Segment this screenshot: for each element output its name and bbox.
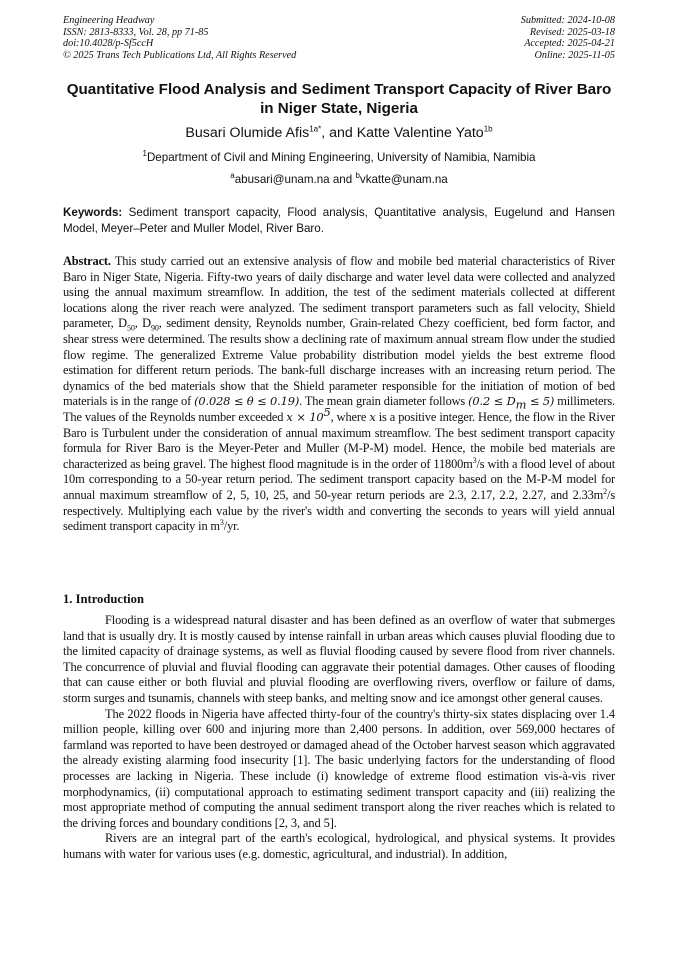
abstract-text: millimeters. The values of the Reynolds number exceeded xyxy=(63,394,615,424)
copyright-line: © 2025 Trans Tech Publications Ltd, All Rights Reserved xyxy=(63,49,297,61)
email-b-superscript: b xyxy=(355,171,360,181)
issn-volume: ISSN: 2813-8333, Vol. 28, pp 71-85 xyxy=(63,26,209,38)
email-and: and xyxy=(329,173,356,186)
abstract-text: /s with a flood level of about 10m corresponding to a 50-year return period. The sediment transport capacity based on the M-P-M model for annual maximum streamflow of 2, 5, 10, 25, and 50-year return periods are 2.3, 2.17, 2.2, 2.27, and 2.33m xyxy=(63,456,615,502)
revised-date: Revised: 2025-03-18 xyxy=(529,26,615,38)
author-2-superscript: 1b xyxy=(483,124,493,134)
abstract-text: , sediment density, Reynolds number, Grain-related Chezy coefficient, bed form factor, and shear stress were determined. The results show a declining rate of maximum annual stream flow under the studied flow regime. The generalized Extreme Value probability distribution model yields the best extreme flood estimation for different return periods. The bank-full discharge increases with an increasing return period. The dynamics of the bed materials show that the Shield parameter responsible for the initiation of motion of bed materials is in the range of xyxy=(63,316,616,409)
email-a-superscript: a xyxy=(230,171,235,181)
abstract-text: This study carried out an extensive analysis of flow and mobile bed material characteristics of River Baro in Niger State, Nigeria. Fifty-two years of daily discharge and water level data were collected and analyzed using the annual maximum streamflow. In addition, the test of the sediment materials collected at different locations along the river reach were analyzed. The sediment transport parameters such as fall velocity, Shield parameter, D xyxy=(63,254,615,331)
intro-paragraph-1: Flooding is a widespread natural disaster and has been defined as an overflow of water that submerges land that is usually dry. It is mostly caused by intense rainfall in urban areas which causes pluvial flooding due to the limited capacity of drainage systems, as well as fluvial flooding caused by severe flood from river channels. The concurrence of pluvial and fluvial flooding can aggravate their potential damages. Other causes of flooding that can cause either or both fluvial and pluvial flooding are overflowing rivers, overflow or failure of dams, storm surges and tsunamis, channels with steep banks, and melting snow and ice amongst other general causes. xyxy=(63,613,615,705)
abstract-text: . The mean grain diameter follows xyxy=(299,394,469,409)
journal-info-left xyxy=(63,15,296,61)
email-b-link[interactable]: vkatte@unam.na xyxy=(359,173,448,186)
email-a-link[interactable]: abusari@unam.na xyxy=(234,173,330,186)
author-line xyxy=(63,124,615,142)
journal-name: Engineering Headway xyxy=(63,15,155,26)
journal-dates-right xyxy=(521,15,615,61)
accepted-date: Accepted: 2025-04-21 xyxy=(524,38,615,50)
keywords-label: Keywords: xyxy=(63,206,123,219)
d50-subscript: 50 xyxy=(126,323,135,333)
shield-parameter-range: (0.028 ≤ θ ≤ 0.19) xyxy=(194,394,300,409)
keywords-text: Sediment transport capacity, Flood analysis, Quantitative analysis, Eugelund and Hansen Model, Meyer–Peter and Muller Model, River Baro. xyxy=(63,206,615,236)
doi-link[interactable]: doi:10.4028/p-Sf5ccH xyxy=(63,38,154,50)
abstract-text: , D xyxy=(134,316,151,331)
grain-diameter-range-end: ≤ 5) xyxy=(526,394,555,409)
abstract-label: Abstract. xyxy=(63,254,111,268)
dm-subscript: m xyxy=(515,397,527,412)
m2-superscript: 2 xyxy=(603,486,608,496)
affiliation xyxy=(63,150,615,165)
email-line xyxy=(63,172,615,187)
abstract-text: /yr. xyxy=(223,519,240,534)
online-date: Online: 2025-11-05 xyxy=(534,49,615,61)
abstract-block xyxy=(63,254,615,535)
paper-title: Quantitative Flood Analysis and Sediment Transport Capacity of River Baro in Niger State, Nigeria xyxy=(66,81,612,117)
keywords-block xyxy=(63,205,615,238)
intro-paragraph-3: Rivers are an integral part of the earth's ecological, hydrological, and physical systems. It provides humans with water for various uses (e.g. domestic, agricultural, and industrial). In addition, xyxy=(63,831,615,861)
section-heading-introduction: 1. Introduction xyxy=(63,592,144,606)
abstract-text: , where xyxy=(330,409,370,424)
m3-superscript: 3 xyxy=(219,517,224,527)
d90-subscript: 90 xyxy=(151,323,159,333)
author-2-name: Katte Valentine Yato xyxy=(356,125,484,141)
introduction-body xyxy=(63,613,615,863)
m3-superscript: 3 xyxy=(472,455,477,465)
intro-paragraph-2: The 2022 floods in Nigeria have affected thirty-four of the country's thirty-six states displacing over 1.4 million people, killing over 600 and injuring more than 2,400 persons. In addition, over 569,000 hectares of farmland was reported to have been destroyed or damaged ahead of the October harvest season which aggravated the already existing alarming food insecurity [1]. The basic underlying factors for the understanding of flood processes are lacking in Nigeria. These include (i) knowledge of extreme flood estimation vis-à-vis river morphodynamics, (ii) computational approach to estimating sediment transport capacity and (iii) realizing the most appropriate method of computing the annual sediment transport along the river reaches which is related to the driving forces and boundary conditions [2, 3, and 5]. xyxy=(63,706,615,830)
grain-diameter-range: (0.2 ≤ D xyxy=(468,394,516,409)
submitted-date: Submitted: 2024-10-08 xyxy=(520,15,615,26)
variable-x: x xyxy=(369,409,376,424)
author-1-name: Busari Olumide Afis xyxy=(185,125,310,141)
author-1-superscript: 1a* xyxy=(309,124,322,134)
reynolds-exponent: 5 xyxy=(323,404,331,419)
abstract-text: /s respectively. Multiplying each value by the river's width and converting the seconds to years will yield annual sediment transport capacity in m xyxy=(63,487,615,534)
reynolds-expression: x × 10 xyxy=(286,409,324,424)
affiliation-text: Department of Civil and Mining Engineering, University of Namibia, Namibia xyxy=(146,151,536,164)
author-separator: , and xyxy=(321,125,357,141)
affiliation-superscript: 1 xyxy=(142,149,147,159)
abstract-text: is a positive integer. Hence, the flow in the River Baro is Turbulent under the consideration of annual maximum streamflow. The best sediment transport capacity formula for River Baro is the Meyer-Peter and Muller (M-P-M) model. Hence, the mobile bed materials are characterized as being gravel. The highest flood magnitude is in the order of 11800m xyxy=(63,409,615,471)
